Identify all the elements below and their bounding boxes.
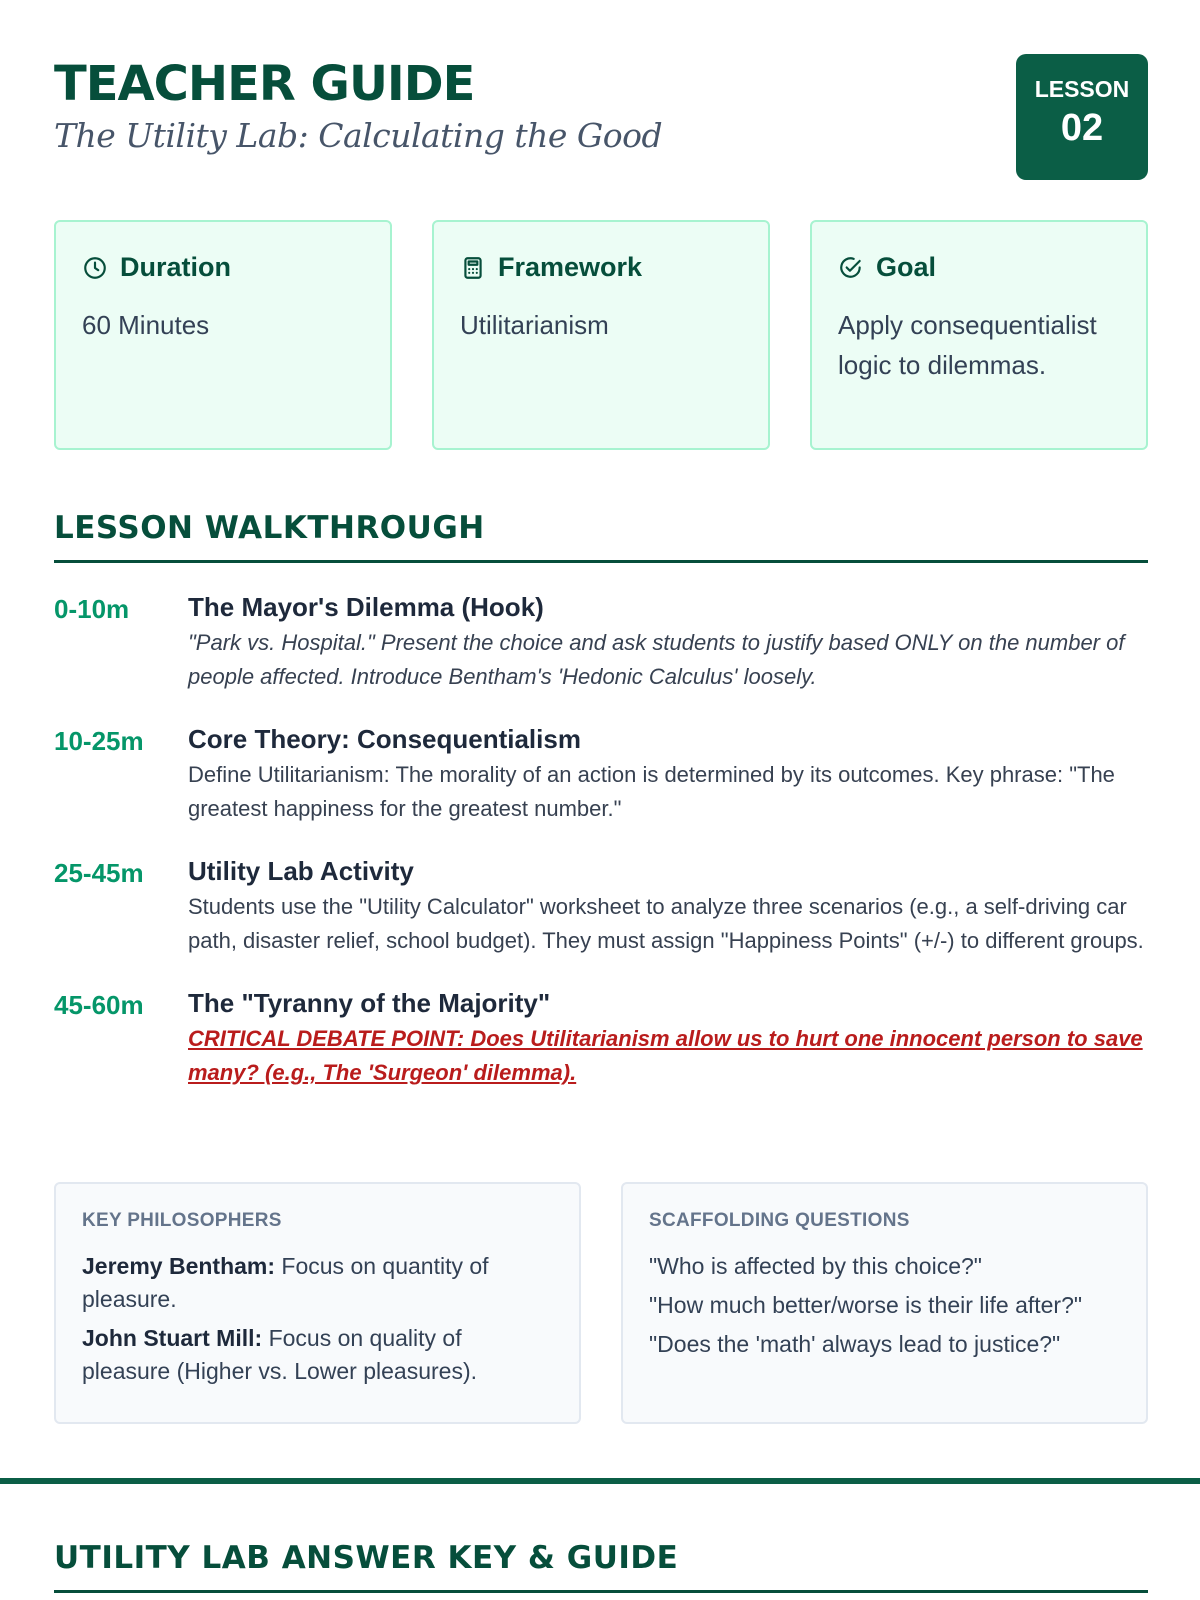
check-circle-icon: [838, 255, 864, 281]
key-philosophers-title: KEY PHILOSOPHERS: [82, 1210, 282, 1231]
info-boxes: [54, 1182, 1148, 1424]
critical-debate-point: CRITICAL DEBATE POINT: Does Utilitarianism allow us to hurt one innocent person to save many? (e.g., The 'Surgeon' dilemma).: [188, 1026, 1143, 1085]
timeline-step: [54, 854, 1148, 958]
scaffolding-questions-box: [621, 1182, 1148, 1424]
step-title: The "Tyranny of the Majority": [188, 988, 551, 1018]
page-title: TEACHER GUIDE: [54, 56, 475, 112]
key-philosophers-box: [54, 1182, 581, 1424]
lesson-badge: [1016, 54, 1148, 180]
step-description: "Park vs. Hospital." Present the choice and ask students to justify based ONLY on the number of people affected. Introduce Bentham's 'Hedonic Calculus' loosely.: [188, 630, 1125, 689]
philosopher-name: Jeremy Bentham:: [82, 1253, 276, 1279]
header: [54, 54, 1148, 184]
step-title: Core Theory: Consequentialism: [188, 724, 581, 754]
lesson-label: LESSON: [1034, 76, 1130, 102]
timeline-step: [54, 722, 1148, 826]
step-time: 0-10m: [54, 594, 130, 624]
clock-icon: [82, 255, 108, 281]
walkthrough-timeline: [54, 590, 1148, 1118]
step-time: 10-25m: [54, 726, 144, 756]
scaffolding-questions-title: SCAFFOLDING QUESTIONS: [649, 1210, 910, 1231]
philosopher-name: John Stuart Mill:: [82, 1325, 263, 1351]
info-cards: [54, 220, 1148, 450]
philosopher-item: [82, 1322, 553, 1388]
step-description: Students use the "Utility Calculator" worksheet to analyze three scenarios (e.g., a self-driving car path, disaster relief, school budget). They must assign "Happiness Points" (+/-) to different groups.: [188, 894, 1144, 953]
step-title: The Mayor's Dilemma (Hook): [188, 592, 544, 622]
step-title: Utility Lab Activity: [188, 856, 414, 886]
timeline-step: [54, 986, 1148, 1090]
page-subtitle: The Utility Lab: Calculating the Good: [54, 116, 663, 155]
framework-card: [432, 220, 770, 450]
philosopher-item: [82, 1250, 553, 1316]
question-item: "Does the 'math' always lead to justice?": [649, 1331, 1061, 1357]
question-item: "How much better/worse is their life after?": [649, 1292, 1083, 1318]
timeline-step: [54, 590, 1148, 694]
page-divider: [0, 1478, 1200, 1484]
philosopher-text: Focus on quantity of pleasure.: [82, 1253, 489, 1312]
duration-card: [54, 220, 392, 450]
duration-label: Duration: [120, 252, 231, 282]
framework-label: Framework: [498, 252, 643, 282]
lesson-number: 02: [1060, 107, 1104, 149]
step-time: 25-45m: [54, 858, 144, 888]
walkthrough-title: LESSON WALKTHROUGH: [54, 510, 1148, 563]
question-item: "Who is affected by this choice?": [649, 1253, 982, 1279]
goal-label: Goal: [876, 252, 937, 282]
answer-key-title: UTILITY LAB ANSWER KEY & GUIDE: [54, 1540, 1148, 1593]
step-time: 45-60m: [54, 990, 144, 1020]
philosopher-text: Focus on quality of pleasure (Higher vs. Lower pleasures).: [82, 1325, 478, 1384]
duration-value: 60 Minutes: [82, 310, 210, 340]
goal-card: [810, 220, 1148, 450]
step-description: Define Utilitarianism: The morality of an action is determined by its outcomes. Key phrase: "The greatest happiness for the greatest number.": [188, 762, 1115, 821]
goal-value: Apply consequentialist logic to dilemmas.: [838, 310, 1097, 380]
calculator-icon: [460, 255, 486, 281]
framework-value: Utilitarianism: [460, 310, 609, 340]
